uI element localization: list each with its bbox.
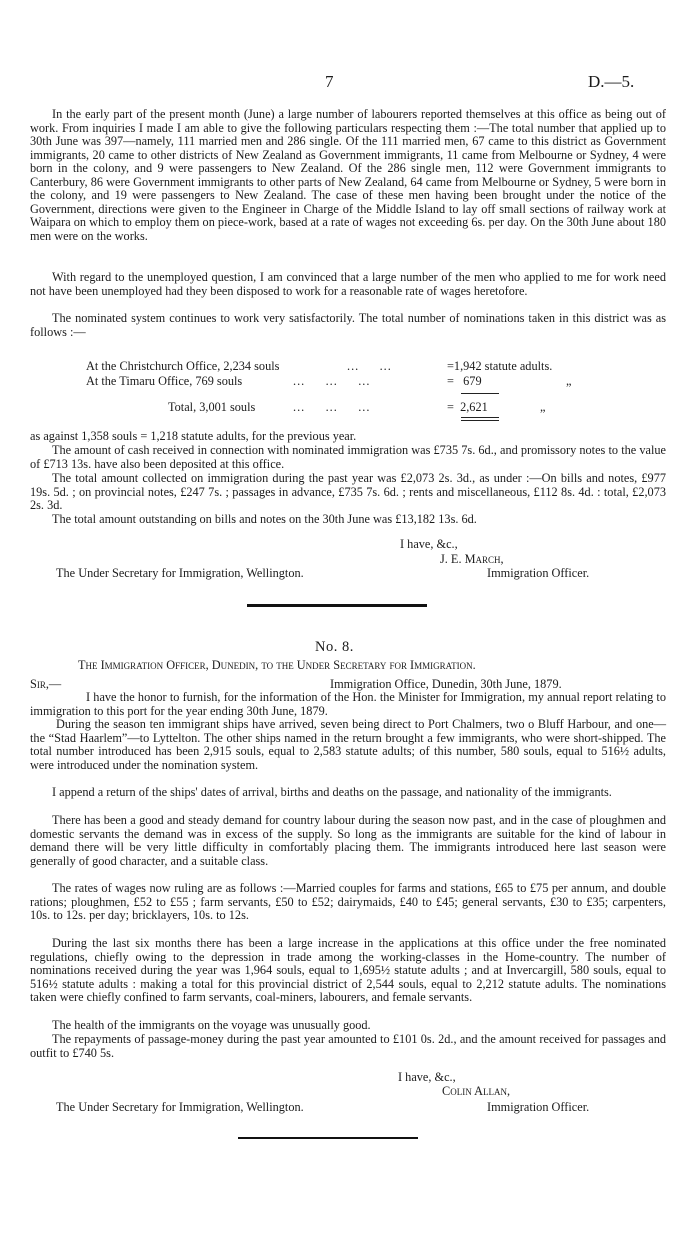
report2-paragraph-8: The repayments of passage-money during the past year amounted to £101 0s. 2d., and the amount received for passages and outfit to £740 5s. (30, 1032, 666, 1060)
report1-signer-title: Immigration Officer. (487, 566, 590, 580)
nomination-row-total-value: = 2,621 (447, 400, 488, 414)
report1-paragraph-6: The total amount outstanding on bills and notes on the 30th June was £13,182 13s. 6d. (52, 512, 477, 526)
nomination-row-total-dots: ... ... ... (293, 400, 371, 414)
report2-paragraph-1: I have the honor to furnish, for the information of the Hon. the Minister for Immigration, my annual report relating to immigration to this port for the year ending 30th June, 1879. (30, 690, 666, 718)
report1-paragraph-4: The amount of cash received in connection with nominated immigration was £735 7s. 6d., and promissory notes to the value of £713 13s. have also been deposited at this office. (30, 443, 666, 471)
report1-paragraph-3: The nominated system continues to work very satisfactorily. The total number of nominations taken in this district was as follows :— (30, 311, 666, 339)
report1-addressee: The Under Secretary for Immigration, Wellington. (56, 566, 304, 580)
report2-paragraph-5: The rates of wages now ruling are as follows :—Married couples for farms and stations, £65 to £75 per annum, and double rations; ploughmen, £52 to £55 ; farm servants, £50 to £52; dairymaids, £40 to £45; general servants, £30 to £35; carpenters, 10s. to 12s. per day; bricklayers, 10s. to 12s. (30, 881, 666, 923)
report2-number: No. 8. (315, 639, 354, 655)
sum-rule (461, 393, 499, 394)
report2-paragraph-6: During the last six months there has been a large increase in the applications at this office under the free nominated regulations, chiefly owing to the depression in trade among the working-classes in the Home-country. The number of nominations received during the year was 1,964 souls, equal to 1,695½ statute adults ; and at Invercargill, 580 souls, equal to 516½ statute adults : making a total for this provincial district of 2,544 souls, equal to 2,212 statute adults. The nominations taken were chiefly confined to farm servants, coal-miners, labourers, and female servants. (30, 936, 666, 1005)
nomination-row-timaru-value: = 679 (447, 374, 482, 388)
report1-signer: J. E. March, (440, 552, 504, 566)
nomination-row-christchurch-label: At the Christchurch Office, 2,234 souls (86, 359, 280, 373)
report2-salutation: Sir,— (30, 677, 62, 691)
report2-heading: The Immigration Officer, Dunedin, to the Under Secretary for Immigration. (78, 658, 476, 672)
report2-paragraph-7: The health of the immigrants on the voyage was unusually good. (52, 1018, 371, 1032)
report2-paragraph-2: During the season ten immigrant ships have arrived, seven being direct to Port Chalmers, two o Bluff Harbour, and one—the “Stad Haarlem”—to Lyttelton. The other ships named in the return brought a few immigrants, who were short-shipped. The total number introduced has been 2,915 souls, equal to 2,583 statute adults; of this number, 580 souls, equal to 516½ adults, were introduced under the nomination system. (30, 717, 666, 772)
report2-closing: I have, &c., (398, 1070, 456, 1084)
report1-after-table: as against 1,358 souls = 1,218 statute adults, for the previous year. (30, 429, 357, 443)
document-reference: D.—5. (588, 72, 635, 91)
report1-paragraph-1: In the early part of the present month (June) a large number of labourers reported themselves at this office as being out of work. From inquiries I made I am able to give the following particulars respecting them :—The total number that applied up to 30th June was 397—namely, 111 married men and 286 single. Of the 111 married men, 67 came to this district as Government immigrants, 20 came to other districts of New Zealand as Government immigrants, 11 came from Melbourne or Sydney, 4 were born in the colony, and 9 were passengers to New Zealand. Of the 286 single men, 112 were Government immigrants to Canterbury, 86 were Government immigrants to other parts of New Zealand, 64 came from Melbourne or Sydney, 5 were born in the colony, and 19 were passengers to New Zealand. The case of these men having been brought under the notice of the Government, directions were given to the Engineer in Charge of the Middle Island to lay off small sections of railway work at Waipara on which to employ them on piece-work, based at a rate of wages not exceeding 6s. per day. On the 30th June about 180 men were on the works. (30, 107, 666, 243)
report2-dateline: Immigration Office, Dunedin, 30th June, 1879. (330, 677, 562, 691)
total-underline-2 (461, 420, 499, 421)
nomination-row-timaru-label: At the Timaru Office, 769 souls (86, 374, 243, 388)
nomination-row-total-ditto: „ (540, 400, 546, 414)
report1-paragraph-5: The total amount collected on immigration during the past year was £2,073 2s. 3d., as under :—On bills and notes, £977 19s. 5d. ; on provincial notes, £247 7s. ; passages in advance, £735 7s. 6d. ; rents and miscellaneous, £112 8s. 4d. : total, £2,073 2s. 3d. (30, 471, 666, 513)
total-underline-1 (461, 417, 499, 418)
nomination-row-timaru-ditto: „ (566, 374, 572, 388)
report2-signer: Colin Allan, (442, 1084, 511, 1098)
nomination-row-total-label: Total, 3,001 souls (168, 400, 256, 414)
report2-addressee: The Under Secretary for Immigration, Wellington. (56, 1100, 304, 1114)
report2-paragraph-3: I append a return of the ships' dates of arrival, births and deaths on the passage, and nationality of the immigrants. (52, 785, 612, 799)
report1-paragraph-2: With regard to the unemployed question, I am convinced that a large number of the men who applied to me for work need not have been unemployed had they been disposed to work for a reasonable rate of wages heretofore. (30, 270, 666, 298)
nomination-row-timaru-dots: ... ... ... (293, 374, 371, 388)
nomination-row-christchurch-dots: ... ... (347, 359, 392, 373)
report1-closing: I have, &c., (400, 537, 458, 551)
nomination-row-christchurch-value: =1,942 statute adults. (447, 359, 553, 373)
end-divider (238, 1137, 418, 1139)
section-divider (247, 604, 427, 607)
report2-paragraph-4: There has been a good and steady demand for country labour during the season now past, and in the case of ploughmen and domestic servants the demand was in excess of the supply. So long as the immigrants are suitable for the kind of labour in demand there will be very little difficulty in comfortably placing them. The immigrants introduced here last season were generally of good character, and a suitable class. (30, 813, 666, 868)
report2-signer-title: Immigration Officer. (487, 1100, 590, 1114)
page-number: 7 (325, 72, 334, 91)
